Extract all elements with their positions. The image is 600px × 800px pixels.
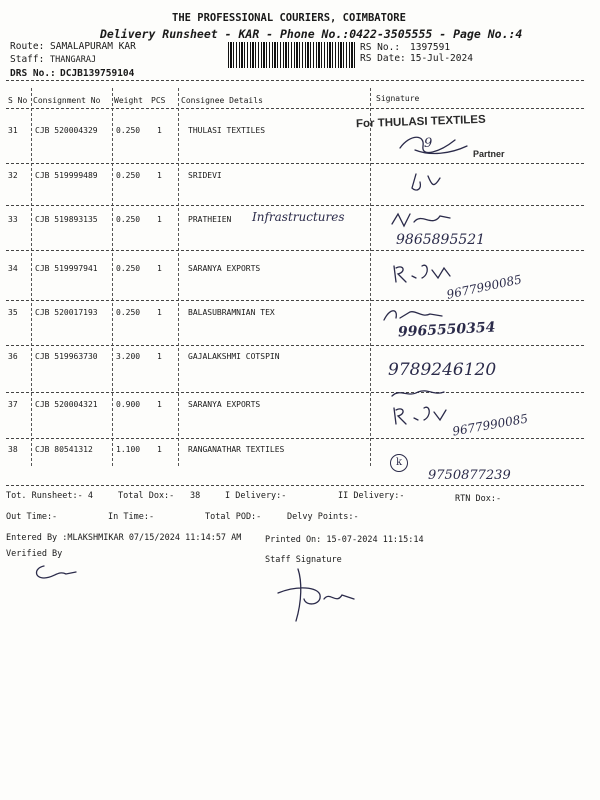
row-divider bbox=[6, 300, 584, 301]
i-delivery: I Delivery:- bbox=[225, 491, 287, 501]
row-consignment: CJB 519999489 bbox=[35, 171, 98, 180]
company-name: THE PROFESSIONAL COURIERS, COIMBATORE bbox=[172, 12, 406, 24]
handwritten-phone: 9865895521 bbox=[396, 232, 486, 248]
company-stamp: For THULASI TEXTILES bbox=[355, 113, 486, 131]
row-divider bbox=[6, 205, 584, 206]
total-dox-value: 38 bbox=[190, 491, 201, 501]
stamp-partner: Partner bbox=[473, 149, 505, 159]
handwritten-phone: 9677990085 bbox=[445, 272, 523, 302]
col-weight: Weight bbox=[114, 96, 143, 105]
column-rule bbox=[178, 88, 179, 466]
staff-label: Staff: bbox=[10, 54, 45, 65]
row-consignee: SRIDEVI bbox=[188, 171, 222, 180]
col-consignment: Consignment No bbox=[33, 96, 101, 105]
out-time: Out Time:- bbox=[6, 512, 58, 522]
entered-by: Entered By :MLAKSHMIKAR 07/15/2024 11:14:57 AM bbox=[6, 533, 242, 543]
row-consignee: BALASUBRAMNIAN TEX bbox=[188, 308, 275, 317]
divider bbox=[6, 80, 584, 81]
row-pcs: 1 bbox=[157, 445, 162, 454]
row-sno: 31 bbox=[8, 126, 18, 135]
col-sno: S No bbox=[8, 96, 28, 105]
handwritten-phone: 9789246120 bbox=[388, 360, 497, 380]
row-consignee: PRATHEIEN bbox=[188, 215, 232, 224]
runsheet-subtitle: Delivery Runsheet - KAR - Phone No.:0422-3505555 - Page No.:4 bbox=[100, 27, 523, 41]
route-value: SAMALAPURAM KAR bbox=[50, 41, 136, 52]
handwritten-phone: 9677990085 bbox=[451, 411, 529, 439]
row-weight: 0.250 bbox=[116, 215, 141, 224]
row-divider bbox=[6, 250, 584, 251]
row-divider bbox=[6, 392, 584, 393]
signature-circle-mark: k bbox=[390, 454, 408, 472]
row-consignee: THULASI TEXTILES bbox=[188, 126, 266, 135]
row-weight: 0.250 bbox=[116, 171, 141, 180]
handwritten-phone: 9965550354 bbox=[397, 319, 496, 341]
row-pcs: 1 bbox=[157, 171, 162, 180]
row-consignment: CJB 519997941 bbox=[35, 264, 98, 273]
row-divider bbox=[6, 345, 584, 346]
handwritten-note: Infrastructures bbox=[252, 210, 345, 224]
row-sno: 37 bbox=[8, 400, 18, 409]
printed-on: Printed On: 15-07-2024 11:15:14 bbox=[265, 535, 424, 545]
row-divider bbox=[6, 438, 584, 439]
handwritten-phone: 9750877239 bbox=[428, 468, 511, 483]
row-consignment: CJB 80541312 bbox=[35, 445, 93, 454]
row-divider bbox=[6, 163, 584, 164]
row-sno: 34 bbox=[8, 264, 18, 273]
row-pcs: 1 bbox=[157, 126, 162, 135]
barcode bbox=[228, 42, 356, 68]
row-sno: 36 bbox=[8, 352, 18, 361]
signature-scribble bbox=[390, 260, 470, 288]
verified-signature bbox=[30, 560, 80, 582]
row-consignment: CJB 520004329 bbox=[35, 126, 98, 135]
rs-no-label: RS No.: bbox=[360, 42, 401, 53]
signature-scribble bbox=[395, 130, 475, 160]
route-label: Route: bbox=[10, 41, 45, 52]
rs-no-value: 1397591 bbox=[410, 42, 451, 53]
ii-delivery: II Delivery:- bbox=[338, 491, 405, 501]
col-pcs: PCS bbox=[151, 96, 166, 105]
divider bbox=[6, 108, 584, 109]
row-sno: 33 bbox=[8, 215, 18, 224]
staff-value: THANGARAJ bbox=[50, 55, 97, 65]
row-consignee: RANGANATHAR TEXTILES bbox=[188, 445, 285, 454]
row-weight: 0.250 bbox=[116, 308, 141, 317]
column-rule bbox=[31, 88, 32, 466]
row-weight: 0.250 bbox=[116, 126, 141, 135]
row-consignment: CJB 519893135 bbox=[35, 215, 98, 224]
row-consignment: CJB 519963730 bbox=[35, 352, 98, 361]
rtn-dox: RTN Dox:- bbox=[455, 494, 502, 504]
signature-scribble bbox=[380, 306, 450, 324]
row-pcs: 1 bbox=[157, 352, 162, 361]
row-weight: 1.100 bbox=[116, 445, 141, 454]
row-consignee: GAJALAKSHMI COTSPIN bbox=[188, 352, 280, 361]
row-weight: 0.900 bbox=[116, 400, 141, 409]
column-rule bbox=[112, 88, 113, 466]
row-consignment: CJB 520017193 bbox=[35, 308, 98, 317]
row-weight: 3.200 bbox=[116, 352, 141, 361]
signature-scribble bbox=[388, 208, 458, 232]
col-consignee: Consignee Details bbox=[181, 96, 263, 105]
row-sno: 32 bbox=[8, 171, 18, 180]
row-pcs: 1 bbox=[157, 400, 162, 409]
row-consignment: CJB 520004321 bbox=[35, 400, 98, 409]
row-consignee: SARANYA EXPORTS bbox=[188, 400, 261, 409]
total-dox-label: Total Dox:- bbox=[118, 491, 175, 501]
row-pcs: 1 bbox=[157, 264, 162, 273]
in-time: In Time:- bbox=[108, 512, 155, 522]
staff-signature-label: Staff Signature bbox=[265, 555, 342, 565]
row-pcs: 1 bbox=[157, 308, 162, 317]
total-runsheet: Tot. Runsheet:- 4 bbox=[6, 491, 93, 501]
rs-date-label: RS Date: bbox=[360, 53, 406, 64]
divider bbox=[6, 485, 584, 486]
verified-by: Verified By bbox=[6, 549, 63, 559]
column-rule bbox=[370, 88, 371, 466]
row-consignee: SARANYA EXPORTS bbox=[188, 264, 261, 273]
drs-value: DCJB139759104 bbox=[60, 68, 135, 79]
signature-scribble bbox=[388, 384, 468, 430]
drs-label: DRS No.: bbox=[10, 68, 56, 79]
total-pod: Total POD:- bbox=[205, 512, 262, 522]
signature-note: 9 bbox=[424, 136, 433, 151]
delivery-points: Delvy Points:- bbox=[287, 512, 359, 522]
row-pcs: 1 bbox=[157, 215, 162, 224]
col-signature: Signature bbox=[376, 94, 420, 103]
staff-signature bbox=[258, 565, 368, 625]
row-sno: 35 bbox=[8, 308, 18, 317]
rs-date-value: 15-Jul-2024 bbox=[410, 53, 473, 64]
signature-scribble bbox=[408, 170, 448, 198]
row-sno: 38 bbox=[8, 445, 18, 454]
row-weight: 0.250 bbox=[116, 264, 141, 273]
